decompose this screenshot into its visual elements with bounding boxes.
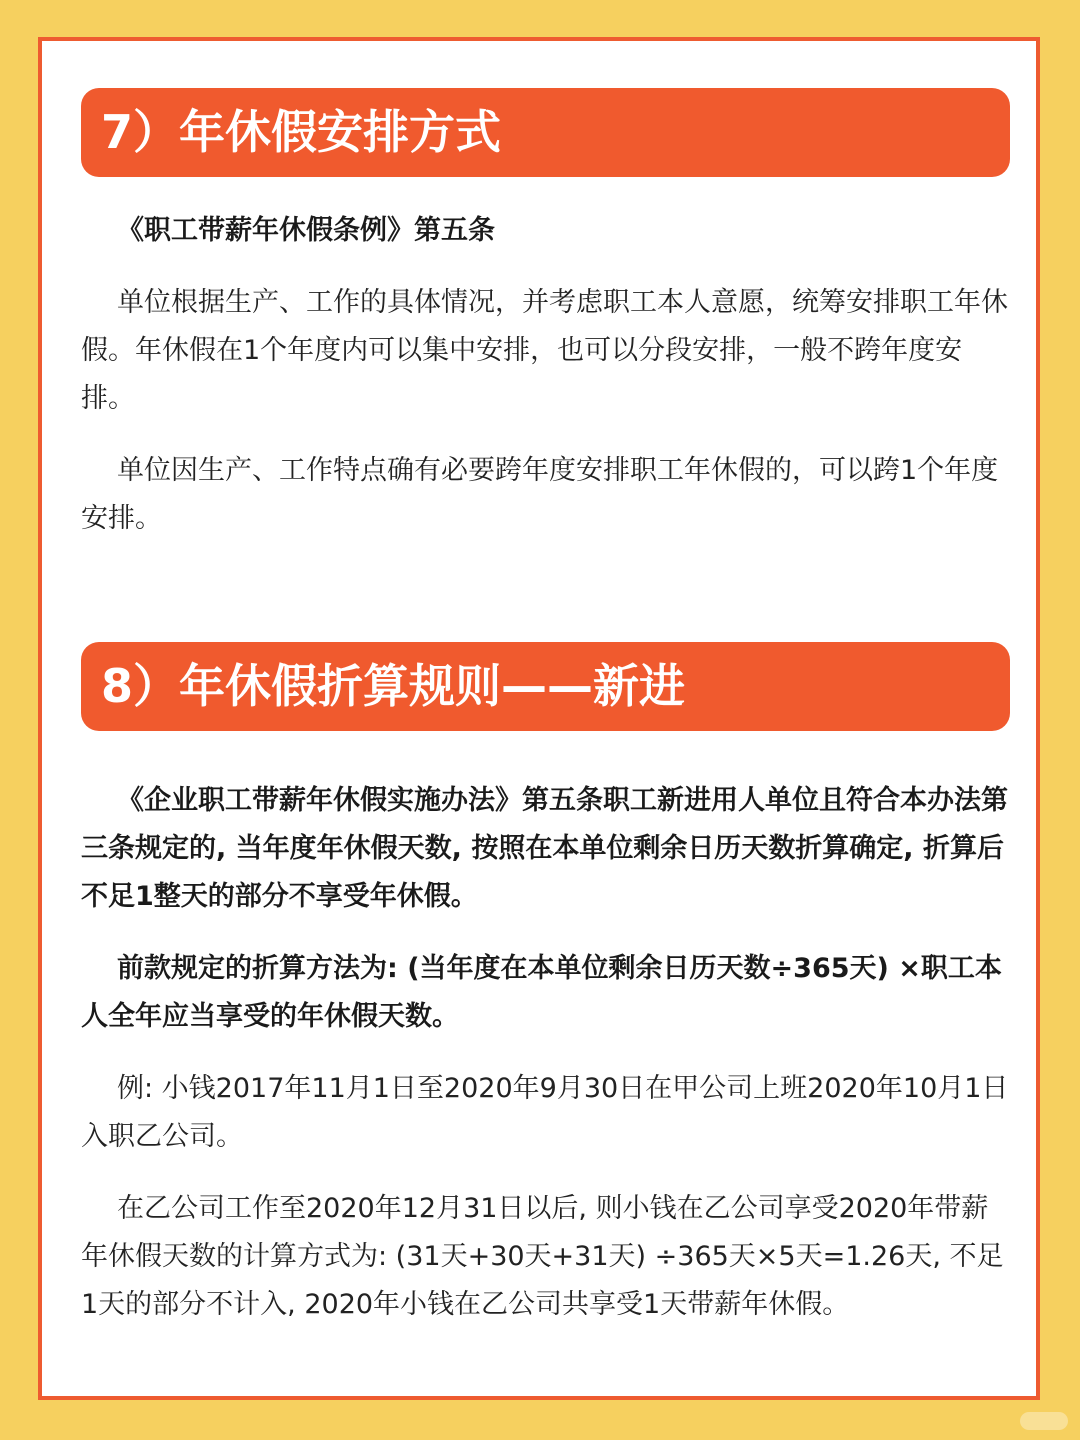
section-7-source: 《职工带薪年休假条例》第五条 [117, 215, 495, 246]
section-8-paragraph-2: 前款规定的折算方法为: (当年度在本单位剩余日历天数÷365天) ×职工本人全年应当享受的年休假天数。 [81, 953, 1002, 1032]
watermark-badge [1020, 1412, 1068, 1430]
section-8-example: 例: 小钱2017年11月1日至2020年9月30日在甲公司上班2020年10月1日入职乙公司。 [81, 1073, 1009, 1152]
section-7-title: 7）年休假安排方式 [81, 88, 1010, 177]
content-card [38, 37, 1040, 1400]
section-8-calculation: 在乙公司工作至2020年12月31日以后, 则小钱在乙公司享受2020年带薪年休假天数的计算方式为: (31天+30天+31天) ÷365天×5天=1.26天, 不足1天的部分不计入, 2020年小钱在乙公司共享受1天带薪年休假。 [81, 1193, 1004, 1320]
section-7-paragraph-1: 单位根据生产、工作的具体情况，并考虑职工本人意愿，统筹安排职工年休假。年休假在1个年度内可以集中安排，也可以分段安排，一般不跨年度安排。 [81, 287, 1008, 414]
section-8-title: 8）年休假折算规则——新进 [81, 642, 1010, 731]
section-8-paragraph-1: 《企业职工带薪年休假实施办法》第五条职工新进用人单位且符合本办法第三条规定的, 当年度年休假天数, 按照在本单位剩余日历天数折算确定, 折算后不足1整天的部分不享受年休假。 [81, 785, 1008, 912]
section-7-paragraph-2: 单位因生产、工作特点确有必要跨年度安排职工年休假的，可以跨1个年度安排。 [81, 455, 999, 534]
